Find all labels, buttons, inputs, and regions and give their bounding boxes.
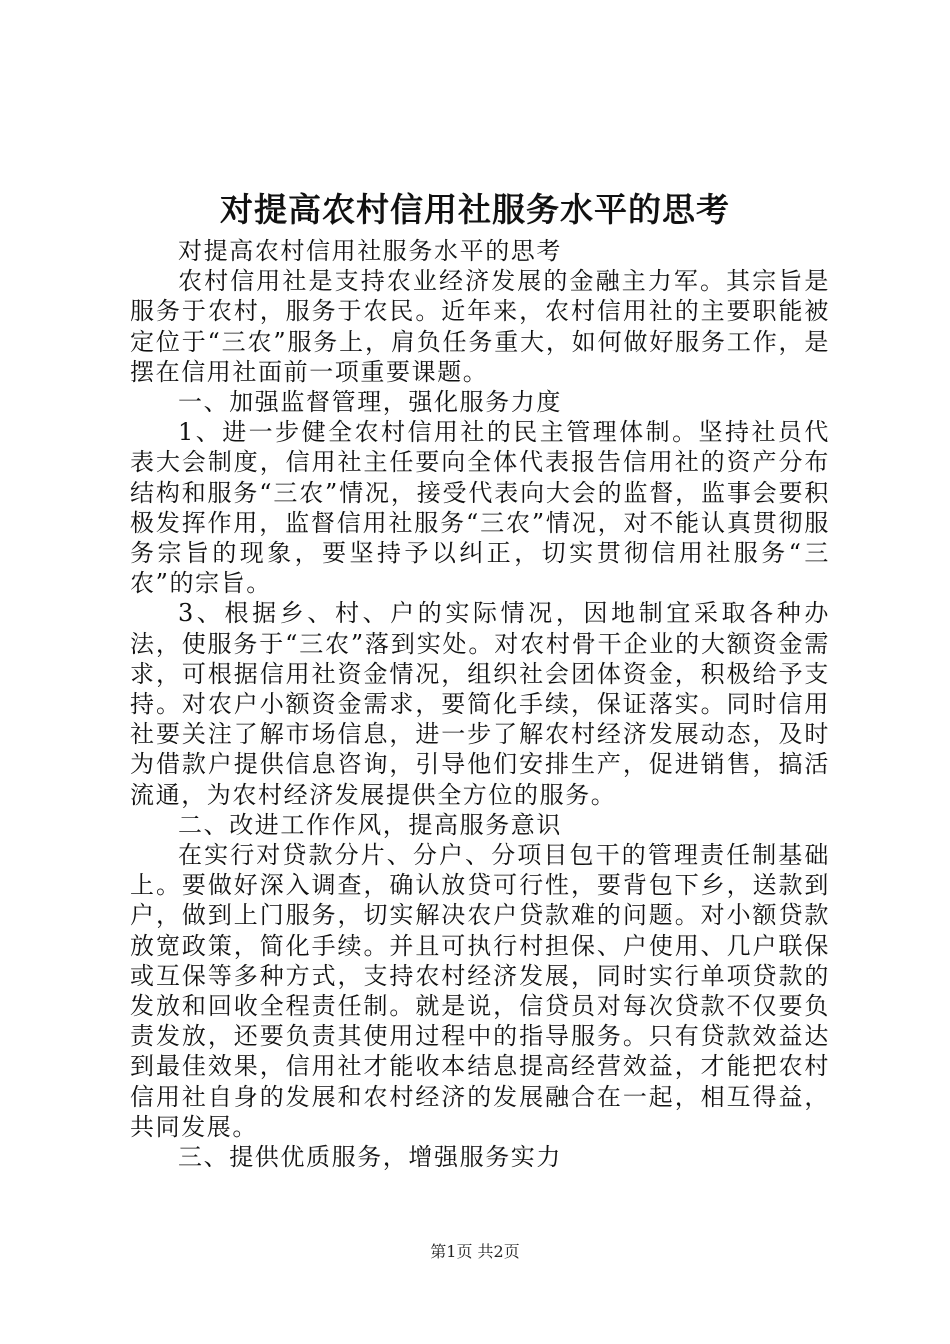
section-heading-2: 二、改进工作作风，提高服务意识 xyxy=(178,810,562,839)
document-body xyxy=(130,236,830,1172)
document-title: 对提高农村信用社服务水平的思考 xyxy=(220,190,730,229)
paragraph-section-2: 在实行对贷款分片、分户、分项目包干的管理责任制基础上。要做好深入调查，确认放贷可行性，要背包下乡，送款到户，做到上门服务，切实解决农户贷款难的问题。对小额贷款放宽政策，简化手续。并且可执行村担保、户使用、几户联保或互保等多种方式，支持农村经济发展，同时实行单项贷款的发放和回收全程责任制。就是说，信贷员对每次贷款不仅要负责发放，还要负责其使用过程中的指导服务。只有贷款效益达到最佳效果，信用社才能收本结息提高经营效益，才能把农村信用社自身的发展和农村经济的发展融合在一起，相互得益，共同发展。 xyxy=(130,841,830,1141)
page-number-footer: 第1页 共2页 xyxy=(430,1242,520,1261)
paragraph-intro: 农村信用社是支持农业经济发展的金融主力军。其宗旨是服务于农村，服务于农民。近年来，农村信用社的主要职能被定位于“三农”服务上，肩负任务重大，如何做好服务工作，是摆在信用社面前一项重要课题。 xyxy=(130,267,830,386)
paragraph-item-1: 1、进一步健全农村信用社的民主管理体制。坚持社员代表大会制度，信用社主任要向全体代表报告信用社的资产分布结构和服务“三农”情况，接受代表向大会的监督，监事会要积极发挥作用，监督信用社服务“三农”情况，对不能认真贯彻服务宗旨的现象，要坚持予以纠正，切实贯彻信用社服务“三农”的宗旨。 xyxy=(130,418,830,598)
section-heading-1: 一、加强监督管理，强化服务力度 xyxy=(178,388,562,417)
section-heading-3: 三、提供优质服务，增强服务实力 xyxy=(178,1143,562,1172)
paragraph-subtitle: 对提高农村信用社服务水平的思考 xyxy=(178,237,562,265)
paragraph-item-3: 3、根据乡、村、户的实际情况，因地制宜采取各种办法，使服务于“三农”落到实处。对农村骨干企业的大额资金需求，可根据信用社资金情况，组织社会团体资金，积极给予支持。对农户小额资金需求，要简化手续，保证落实。同时信用社要关注了解市场信息，进一步了解农村经济发展动态，及时为借款户提供信息咨询，引导他们安排生产，促进销售，搞活流通，为农村经济发展提供全方位的服务。 xyxy=(130,599,830,809)
